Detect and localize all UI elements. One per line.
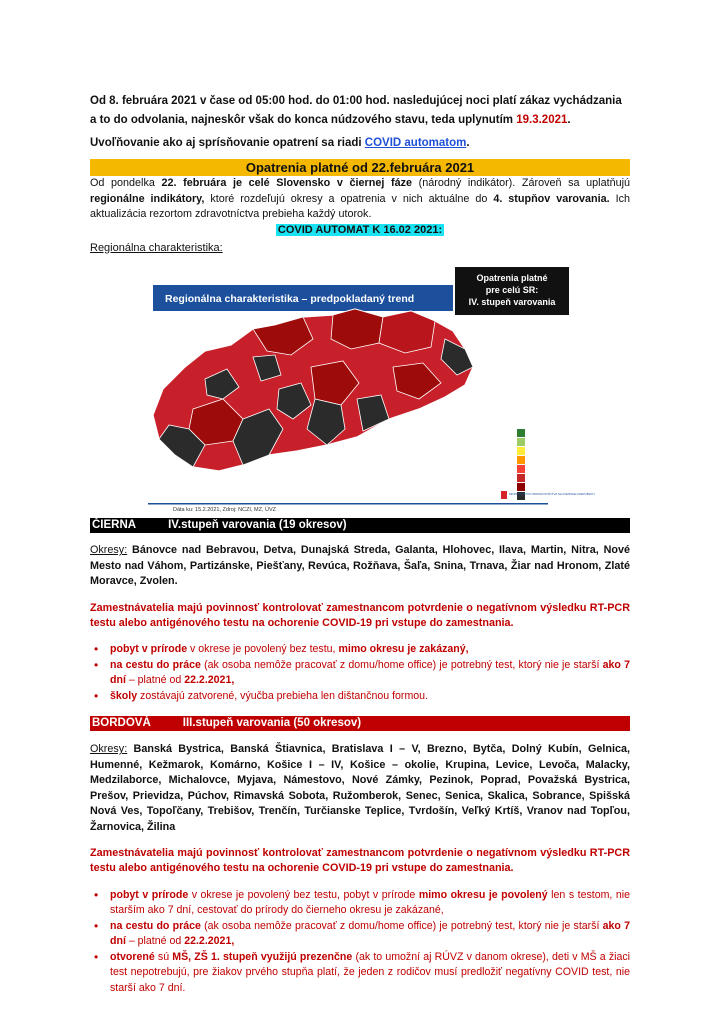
monday-t3: (národný indikátor). Zároveň sa uplatňujú <box>411 177 630 189</box>
cierna-rule-work <box>90 658 630 689</box>
cierna-level: IV.stupeň varovania (19 okresov) <box>168 518 347 531</box>
map-title: Regionálna charakteristika – predpokladaný trend <box>165 292 415 305</box>
bordova-b3a: otvorené <box>110 950 155 963</box>
cierna-b3b: zostávajú zatvorené, výučba prebieha len dištančnou formou. <box>137 689 429 702</box>
bordova-b2b: (ak osoba nemôže pracovať z domu/home office) je potrebný test, ktorý nie je starší <box>200 919 603 932</box>
bordova-b3b: sú <box>154 950 173 963</box>
ministry-logo-icon <box>501 491 507 499</box>
bordova-rule-nature <box>90 888 630 919</box>
bordova-b1a: pobyt v prírode <box>110 888 189 901</box>
curfew-text: Od 8. februára 2021 v čase od 05:00 hod. do 01:00 hod. nasledujúcej noci platí zákaz vychádzania a to do odvolania, najneskôr však do konca núdzového stavu, teda uplynutím <box>90 95 622 126</box>
ministry-name: MINISTERSTVO ZDRAVOTNÍCTVA SLOVENSKEJ REPUBLIKY <box>509 491 596 496</box>
curfew-end-date: 19.3.2021 <box>516 114 568 126</box>
bordova-b1d: len s testom, nie starším ako 7 dní, cestovať do prírody do čierneho okresu je zakázané, <box>110 888 630 917</box>
cierna-rules-list <box>90 642 630 704</box>
automat-paragraph <box>90 134 630 153</box>
cierna-b2c: ako 7 dní <box>110 658 630 687</box>
bordova-b2d: – platné od <box>125 935 185 948</box>
covid-automat-date: COVID AUTOMAT K 16.02 2021: <box>277 223 443 236</box>
bordova-okresy-list: Banská Bystrica, Banská Štiavnica, Bratislava I – V, Brezno, Bytča, Dolný Kubín, Gelnica, Humenné, Kežmarok, Komárno, Košice I – IV, Košice – okolie, Krupina, Levice, Levoča, Malacky, Medzilaborce, Michalovce, Myjava, Námestovo, Nové Zámky, Pezinok, Poprad, Považská Bystrica, Prešov, Prievidza, Púchov, Rimavská Sobota, Ružomberok, Senec, Senica, Skalica, Sobrance, Spišská Nová Ves, Topoľčany, Trebišov, Trenčín, Turčianske Teplice, Tvrdošín, Veľký Krtíš, Vranov nad Topľou, Žarnovica, Žilina <box>90 743 630 833</box>
curfew-dot: . <box>567 114 571 126</box>
automat-date-line <box>90 223 630 238</box>
map-box-line3: IV. stupeň varovania <box>468 296 556 307</box>
bordova-rule-schools <box>90 950 630 997</box>
cierna-rule-nature <box>90 642 630 658</box>
cierna-b2b: (ak osoba nemôže pracovať z domu/home office) je potrebný test, ktorý nie je starší <box>200 658 603 671</box>
monday-t1: Od pondelka <box>90 177 162 189</box>
monday-t2: 22. februára je celé Slovensko v čiernej fáze <box>161 177 412 189</box>
bordova-okresy-label: Okresy: <box>90 743 128 756</box>
bordova-b2c: ako 7 dní <box>110 919 630 948</box>
bordova-b1b: v okrese je povolený bez testu, pobyt v prírode <box>188 888 419 901</box>
map-box-line2: pre celú SR: <box>485 284 539 295</box>
cierna-okresy-list: Bánovce nad Bebravou, Detva, Dunajská Streda, Galanta, Hlohovec, Ilava, Martin, Nitra, Nové Mesto nad Váhom, Partizánske, Piešťany, Revúca, Rožňava, Šaľa, Snina, Trnava, Žiar nad Hronom, Zlaté Moravce, Zvolen. <box>90 544 630 588</box>
bordova-b2a: na cestu do práce <box>110 919 201 932</box>
bordova-employer-rule: Zamestnávatelia majú povinnosť kontrolovať zamestnancom potvrdenie o negatívnom výsledku RT-PCR testu alebo antigénového testu na ochorenie COVID-19 pri vstupe do zamestnania. <box>90 846 630 875</box>
cierna-rule-schools <box>90 689 630 705</box>
cierna-b1a: pobyt v prírode <box>110 643 188 656</box>
bordova-b2e: 22.2.2021, <box>184 935 235 948</box>
regional-map-svg <box>93 259 596 513</box>
cierna-band <box>90 518 630 533</box>
regional-label: Regionálna charakteristika: <box>90 241 223 254</box>
document-page <box>90 92 630 996</box>
bordova-rule-work <box>90 919 630 950</box>
automat-text: Uvoľňovanie ako aj sprísňovanie opatrení sa riadi <box>90 137 362 149</box>
cierna-b3a: školy <box>110 689 138 702</box>
automat-dot: . <box>466 137 470 149</box>
bordova-band <box>90 716 630 731</box>
measures-header-band: Opatrenia platné od 22.februára 2021 <box>90 159 630 176</box>
bordova-name: BORDOVÁ <box>92 717 151 730</box>
cierna-b2d: – platné od <box>125 674 185 687</box>
monday-paragraph <box>90 176 630 223</box>
cierna-b2a: na cestu do práce <box>110 658 201 671</box>
curfew-paragraph <box>90 92 630 130</box>
bordova-b3c: MŠ, ZŠ 1. stupeň využijú prezenčne <box>172 950 353 963</box>
bordova-level: III.stupeň varovania (50 okresov) <box>182 717 362 730</box>
cierna-b2e: 22.2.2021, <box>184 674 235 687</box>
covid-automat-link[interactable]: COVID automatom <box>364 137 467 149</box>
monday-t5: ktoré rozdeľujú okresy a opatrenia v nich aktuálne do <box>204 192 494 205</box>
regional-map-figure <box>93 259 596 513</box>
monday-t6: 4. stupňov varovania. <box>493 192 610 205</box>
cierna-okresy <box>90 543 630 590</box>
bordova-okresy <box>90 742 630 835</box>
cierna-b1c: mimo okresu je zakázaný, <box>338 643 469 656</box>
bordova-rules-list <box>90 888 630 997</box>
bordova-b3d: (ak to umožní aj RÚVZ v danom okrese), deti v MŠ a žiaci test nepotrebujú, pre žiakov prvého stupňa platí, že jeden z rodičov musí predložiť negatívny COVID test, nie starší ako 7 dní. <box>110 950 631 994</box>
cierna-employer-rule: Zamestnávatelia majú povinnosť kontrolovať zamestnancom potvrdenie o negatívnom výsledku RT-PCR testu alebo antigénového testu na ochorenie COVID-19 pri vstupe do zamestnania. <box>90 601 630 630</box>
map-source: Dáta ku: 15.2.2021, Zdroj: NCZI, MZ, ÚVZ <box>173 506 277 513</box>
bordova-b1c: mimo okresu je povolený <box>418 888 548 901</box>
cierna-okresy-label: Okresy: <box>90 544 128 557</box>
map-box-line1: Opatrenia platné <box>476 272 548 283</box>
cierna-name: ČIERNA <box>92 518 137 531</box>
monday-t7: Ich aktualizácia rezortom zdravotníctva prebieha každý utorok. <box>90 192 631 220</box>
cierna-b1b: v okrese je povolený bez testu, <box>187 643 339 656</box>
monday-t4: regionálne indikátory, <box>90 192 205 205</box>
